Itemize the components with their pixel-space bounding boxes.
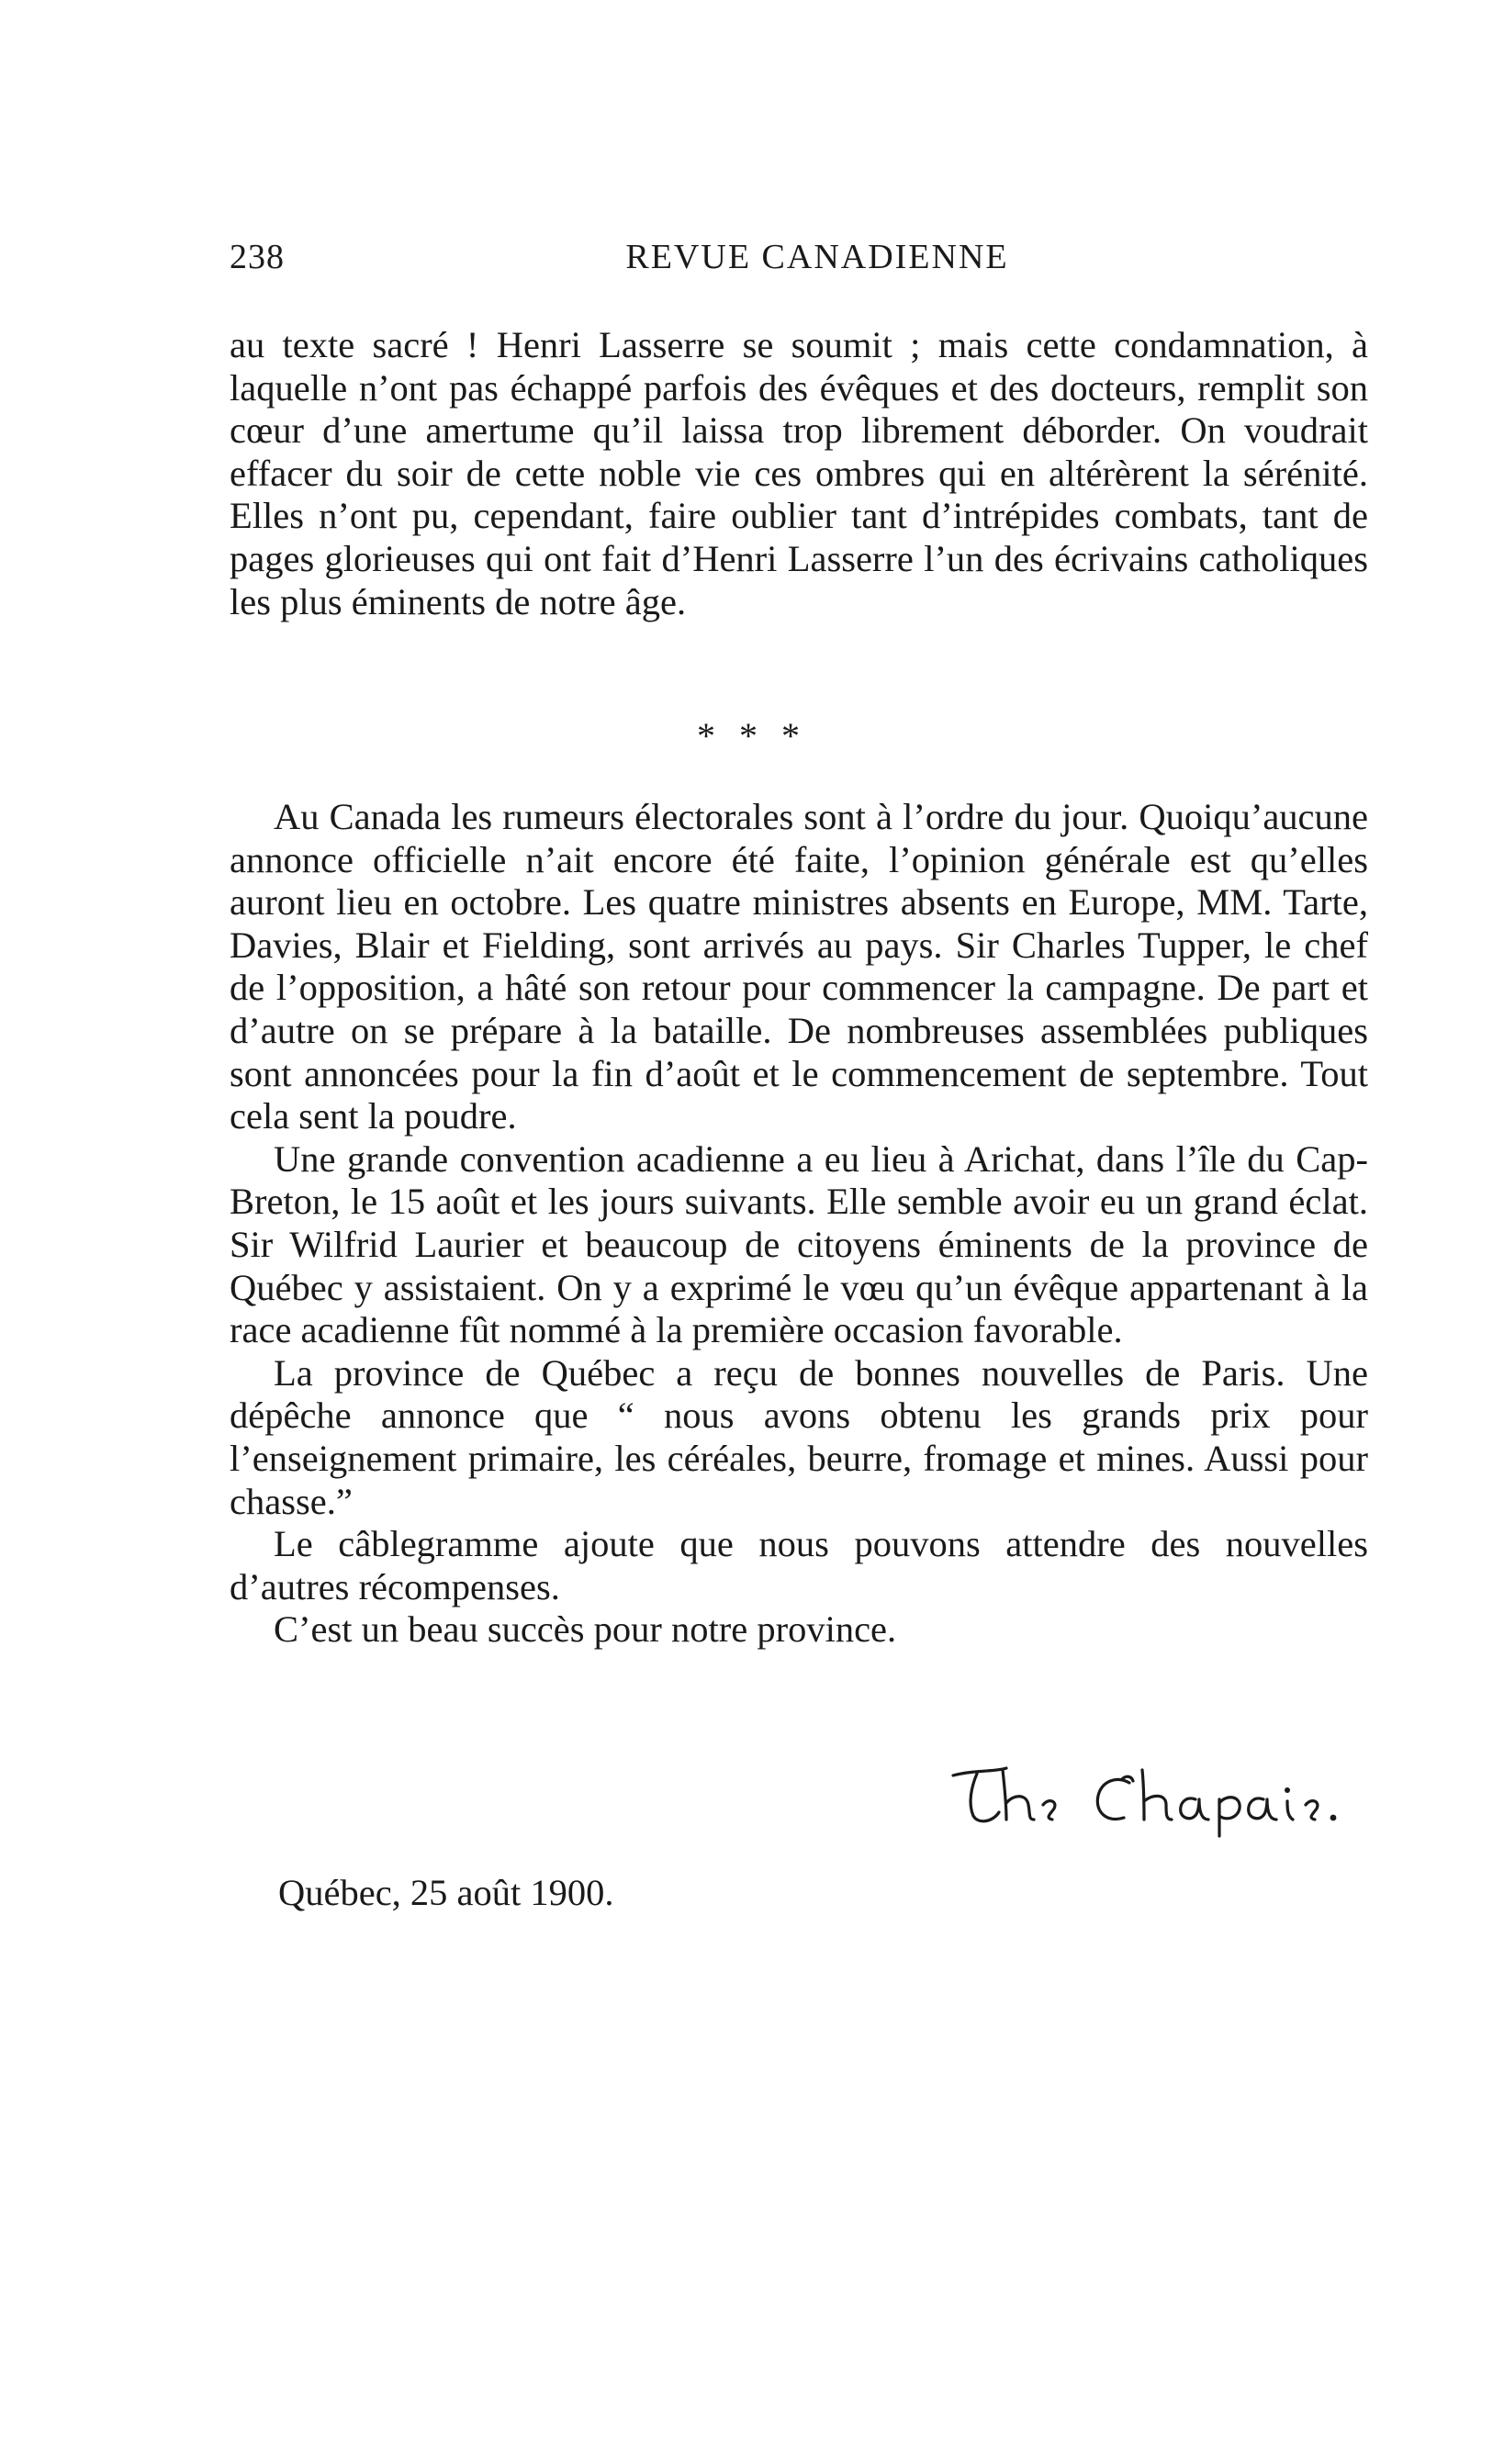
paragraph-continued: au texte sacré ! Henri Lasserre se soumit ; mais cette condamnation, à laquelle n’ont pas échappé parfois des évêques et des docteurs, remplit son cœur d’une amertume qu’il laissa trop librement déborder. On voudrait effacer du soir de cette noble vie ces ombres qui en altérèrent la sérénité. Elles n’ont pu, cependant, faire oublier tant d’intrépides combats, tant de pages glorieuses qui ont fait d’Henri Lasserre l’un des écrivains catholiques les plus éminents de notre âge. (230, 324, 1368, 622)
paragraph: La province de Québec a reçu de bonnes nouvelles de Paris. Une dépêche annonce que “ nous avons obtenu les grands prix pour l’enseignement primaire, les céréales, beurre, fromage et mines. Aussi pour chasse.” (230, 1351, 1368, 1522)
paragraph: Au Canada les rumeurs électorales sont à l’ordre du jour. Quoiqu’aucune annonce officielle n’ait encore été faite, l’opinion générale est qu’elles auront lieu en octobre. Les quatre ministres absents en Europe, MM. Tarte, Davies, Blair et Fielding, sont arrivés au pays. Sir Charles Tupper, le chef de l’opposition, a hâté son retour pour commencer la campagne. De part et d’autre on se prépare à la bataille. De nombreuses assemblées publiques sont annoncées pour la fin d’août et le commencement de septembre. Tout cela sent la poudre. (230, 796, 1368, 1137)
page-header (230, 237, 1368, 292)
paragraph: C’est un beau succès pour notre province. (274, 1608, 897, 1651)
running-title: REVUE CANADIENNE (625, 238, 1009, 276)
paragraph: Le câblegramme ajoute que nous pouvons attendre des nouvelles d’autres récompenses. (230, 1523, 1368, 1607)
paragraph: Une grande convention acadienne a eu lieu à Arichat, dans l’île du Cap-Breton, le 15 août et les jours suivants. Elle semble avoir eu un grand éclat. Sir Wilfrid Laurier et beaucoup de citoyens éminents de la province de Québec y assistaient. On y a exprimé le vœu qu’un évêque appartenant à la race acadienne fût nommé à la première occasion favorable. (230, 1137, 1368, 1351)
dateline: Québec, 25 août 1900. (278, 1872, 614, 1913)
section-separator: * * * (697, 715, 807, 756)
section-two (230, 796, 1368, 1652)
section-one (230, 324, 1368, 623)
signature-script (946, 1763, 1350, 1836)
page-number: 238 (230, 238, 285, 276)
signature (946, 1763, 1350, 1836)
